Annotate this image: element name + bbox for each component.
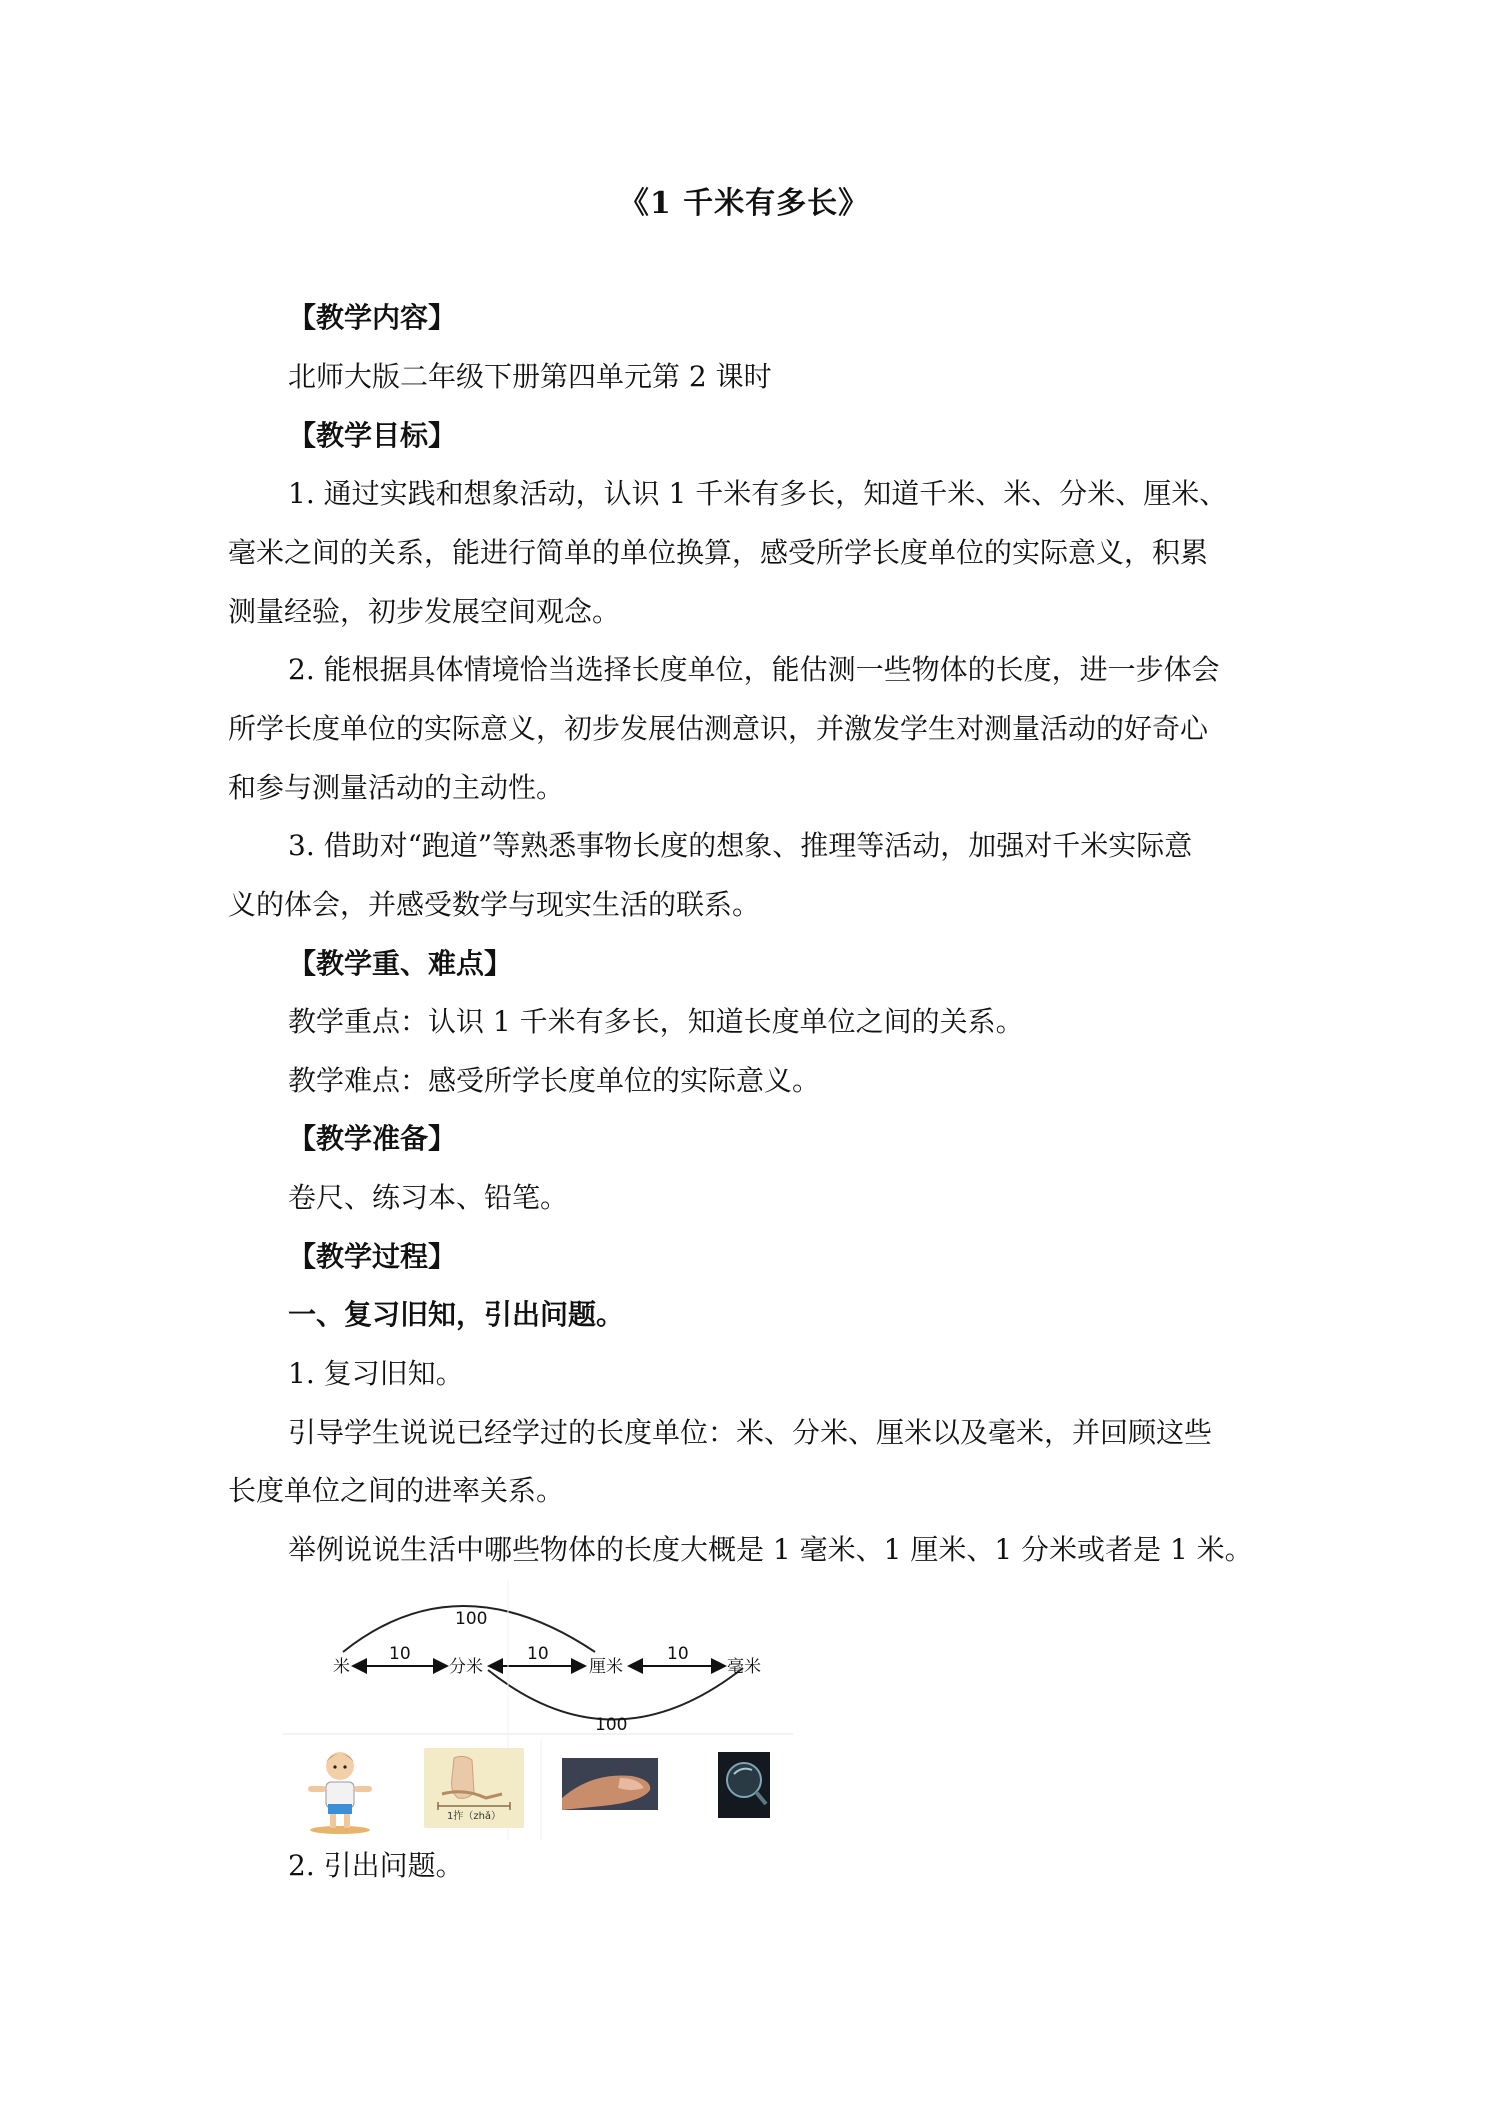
unit-centimeter: 厘米 [589,1657,623,1677]
rate-100-top: 100 [455,1609,488,1629]
section-heading-goals: 【教学目标】 [288,419,457,452]
boy-arms-spread-image [300,1740,380,1835]
rate-10-a: 10 [389,1644,411,1664]
unit-millimeter: 毫米 [727,1657,761,1677]
review-line-1: 引导学生说说已经学过的长度单位：米、分米、厘米以及毫米，并回顾这些 [288,1416,1213,1449]
unit-decimeter: 分米 [449,1657,483,1677]
section-heading-key-points: 【教学重、难点】 [288,947,513,980]
content-text: 北师大版二年级下册第四单元第 2 课时 [288,360,772,393]
rate-10-b: 10 [527,1644,549,1664]
section-heading-preparation: 【教学准备】 [288,1122,457,1155]
unit-meter: 米 [333,1657,350,1677]
difficult-point: 教学难点：感受所学长度单位的实际意义。 [288,1064,821,1097]
section-heading-process: 【教学过程】 [288,1240,457,1273]
magnified-dot-image [718,1752,770,1818]
step-1-2: 2. 引出问题。 [288,1849,464,1882]
section-heading-content: 【教学内容】 [288,301,457,334]
page-title: 《1 千米有多长》 [618,186,870,221]
hand-span-image [424,1748,524,1828]
rate-100-bottom: 100 [595,1715,628,1735]
goal-1-line-2: 毫米之间的关系，能进行简单的单位换算，感受所学长度单位的实际意义，积累 [228,536,1209,569]
rate-10-c: 10 [667,1644,689,1664]
goal-1-line-3: 测量经验，初步发展空间观念。 [228,595,621,628]
fingertip-image [562,1758,658,1810]
step-1-1: 1. 复习旧知。 [288,1357,464,1390]
key-point: 教学重点：认识 1 千米有多长，知道长度单位之间的关系。 [288,1005,1024,1038]
goal-3-line-1: 3. 借助对“跑道”等熟悉事物长度的想象、推理等活动，加强对千米实际意 [288,829,1193,862]
goal-2-line-2: 所学长度单位的实际意义，初步发展估测意识，并激发学生对测量活动的好奇心 [228,712,1209,745]
example-text: 举例说说生活中哪些物体的长度大概是 1 毫米、1 厘米、1 分米或者是 1 米。 [288,1533,1253,1566]
preparation-text: 卷尺、练习本、铅笔。 [288,1181,569,1214]
review-line-2: 长度单位之间的进率关系。 [228,1474,565,1507]
step-1-heading: 一、复习旧知，引出问题。 [288,1298,625,1331]
goal-1-line-1: 1. 通过实践和想象活动，认识 1 千米有多长，知道千米、米、分米、厘米、 [288,477,1228,510]
hand-span-caption: 1拃（zhǎ） [446,1811,502,1822]
goal-2-line-1: 2. 能根据具体情境恰当选择长度单位，能估测一些物体的长度，进一步体会 [288,653,1220,686]
goal-3-line-2: 义的体会，并感受数学与现实生活的联系。 [228,888,761,921]
goal-2-line-3: 和参与测量活动的主动性。 [228,771,565,804]
